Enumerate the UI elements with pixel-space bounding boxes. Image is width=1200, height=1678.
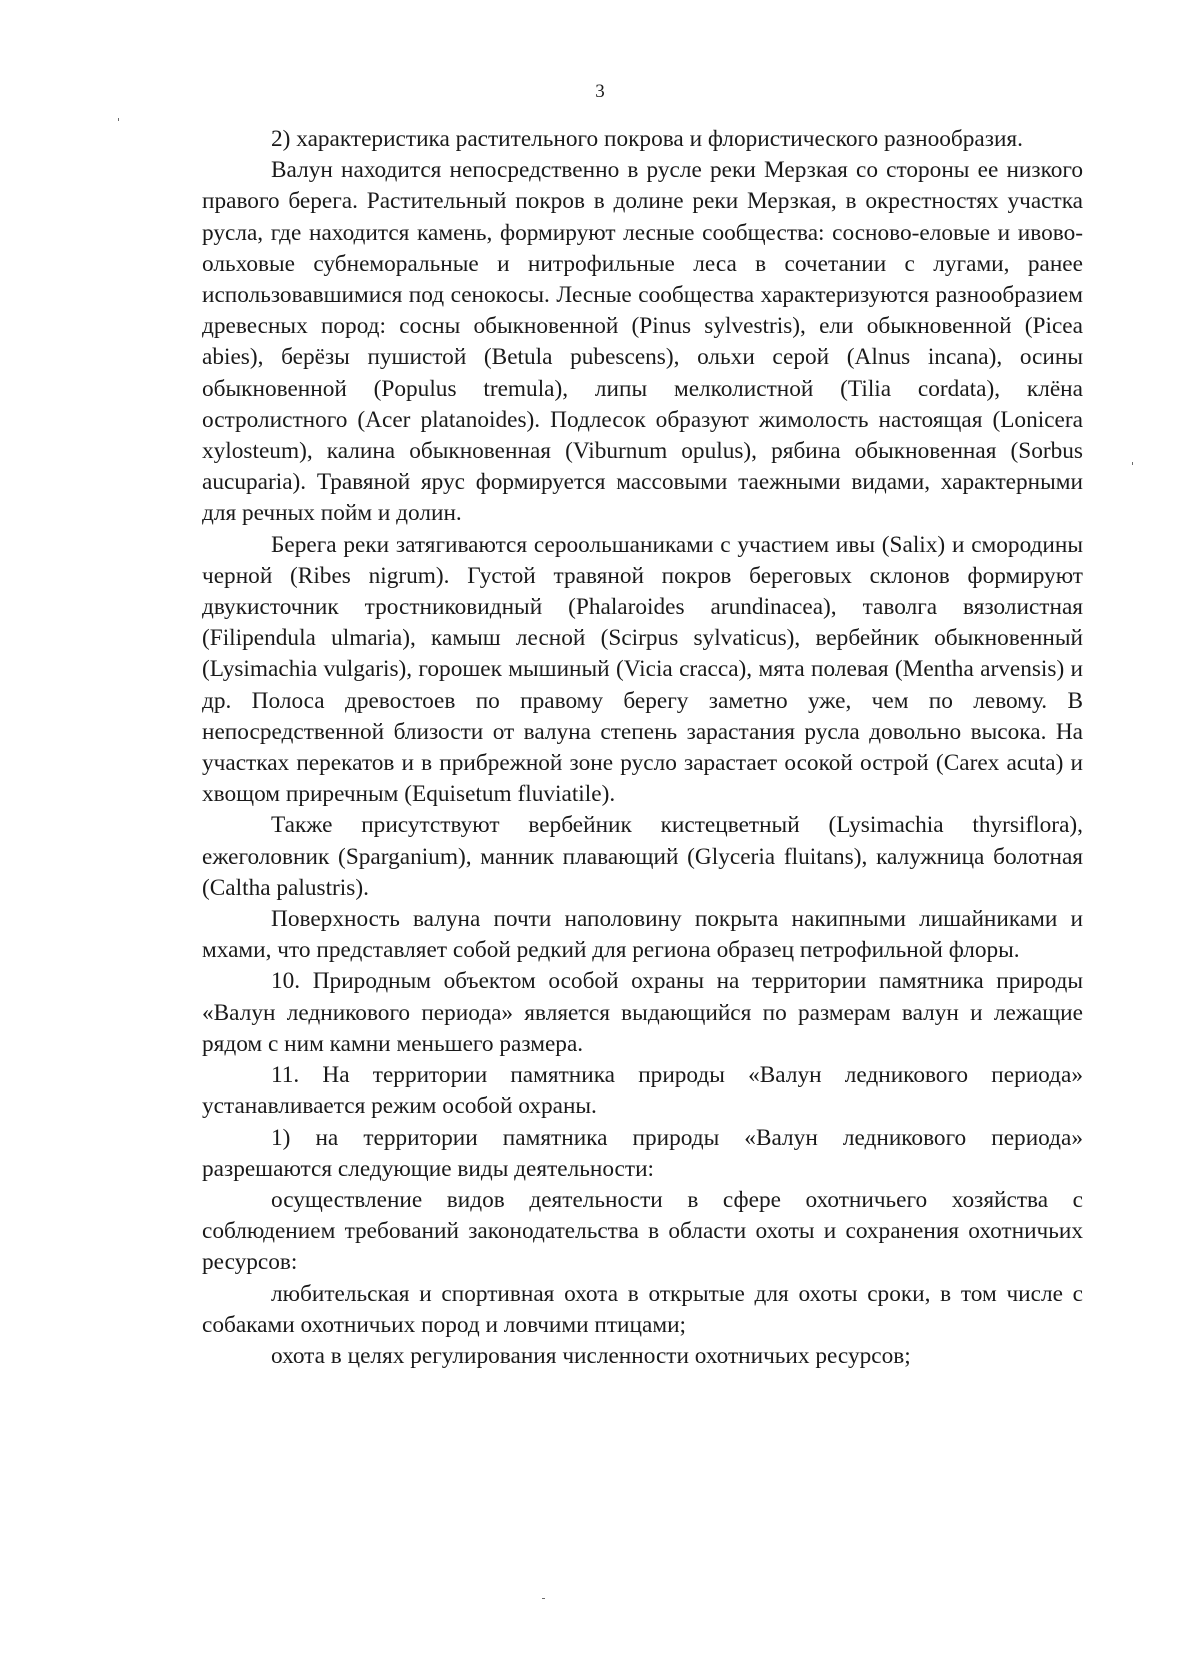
paragraph-sport-hunting: любительская и спортивная охота в открытые для охоты сроки, в том числе с собаками охотничьих пород и ловчими птицами;	[202, 1280, 1083, 1338]
paragraph-boulder-surface: Поверхность валуна почти наполовину покрыта накипными лишайниками и мхами, что представляет собой редкий для региона образец петрофильной флоры.	[202, 906, 1083, 964]
paragraph-hunting-activities: осуществление видов деятельности в сфере охотничьего хозяйства с соблюдением требований законодательства в области охоты и сохранения охотничьих ресурсов:	[202, 1186, 1083, 1276]
document-body	[202, 124, 1083, 1372]
page-number: 3	[595, 81, 605, 102]
paragraph-item-10: 10. Природным объектом особой охраны на территории памятника природы «Валун ледникового периода» является выдающийся по размерам валун и лежащие рядом с ним камни меньшего размера.	[202, 968, 1083, 1057]
paragraph-permitted-activities: 1) на территории памятника природы «Валун ледникового периода» разрешаются следующие виды деятельности:	[202, 1124, 1083, 1182]
paragraph-item-11: 11. На территории памятника природы «Валун ледникового периода» устанавливается режим особой охраны.	[202, 1062, 1083, 1120]
paragraph-riverbanks: Берега реки затягиваются сероольшаниками с участием ивы (Salix) и смородины черной (Ribes nigrum). Густой травяной покров береговых склонов формируют двукисточник тростниковидный (Phalaroides arundinacea), таволга вязолистная (Filipendula ulmaria), камыш лесной (Scirpus sylvaticus), вербейник обыкновенный (Lysimachia vulgaris), горошек мышиный (Vicia cracca), мята полевая (Mentha arvensis) и др. Полоса древостоев по правому берегу заметно уже, чем по левому. В непосредственной близости от валуна степень зарастания русла довольно высока. На участках перекатов и в прибрежной зоне русло зарастает осокой острой (Carex acuta) и хвощом приречным (Equisetum fluviatile).	[202, 531, 1083, 808]
scan-artifact-mark	[118, 118, 119, 121]
paragraph-vegetation-heading: 2) характеристика растительного покрова и флористического разнообразия.	[271, 126, 1023, 152]
paragraph-forest-communities: Валун находится непосредственно в русле реки Мерзкая со стороны ее низкого правого берега. Растительный покров в долине реки Мерзкая, в окрестностях участка русла, где находится камень, формируют лесные сообщества: сосново-еловые и ивово-ольховые субнеморальные и нитрофильные леса в сочетании с лугами, ранее использовавшимися под сенокосы. Лесные сообщества характеризуются разнообразием древесных пород: сосны обыкновенной (Pinus sylvestris), ели обыкновенной (Picea abies), берёзы пушистой (Betula pubescens), ольхи серой (Alnus incana), осины обыкновенной (Populus tremula), липы мелколистной (Tilia cordata), клёна остролистного (Acer platanoides). Подлесок образуют жимолость настоящая (Lonicera xylosteum), калина обыкновенная (Viburnum opulus), рябина обыкновенная (Sorbus aucuparia). Травяной ярус формируется массовыми таежными видами, характерными для речных пойм и долин.	[202, 157, 1083, 527]
paragraph-also-present: Также присутствуют вербейник кистецветный (Lysimachia thyrsiflora), ежеголовник (Sparganium), манник плавающий (Glyceria fluitans), калужница болотная (Caltha palustris).	[202, 812, 1083, 901]
scan-artifact-mark	[1132, 462, 1133, 465]
scan-artifact-mark	[542, 1598, 545, 1599]
paragraph-regulation-hunting: охота в целях регулирования численности охотничьих ресурсов;	[271, 1342, 911, 1369]
